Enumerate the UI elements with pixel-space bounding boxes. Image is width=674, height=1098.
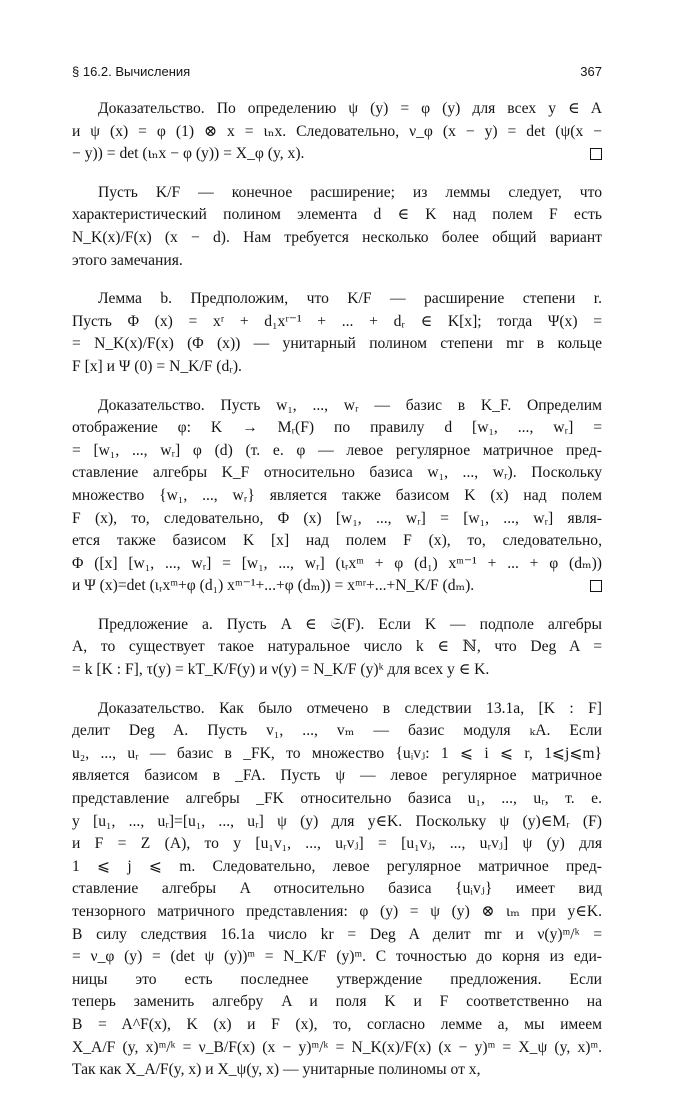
text-line: Доказательство. По определению ψ (y) = φ (y) для всех y ∈ A [98, 100, 602, 117]
text-line: ставление алгебры A относительно базиса {uᵢvⱼ} имеет вид [72, 880, 602, 898]
text-line: ставление алгебры K_F относительно базиса w₁, ..., wᵣ). Поскольку [72, 464, 602, 482]
qed-box-icon [590, 148, 602, 160]
text-line: характеристический полином элемента d ∈ K над полем F есть [72, 206, 602, 224]
text-line: теперь заменить алгебру A и поля K и F соответственно на [72, 993, 602, 1011]
text-line: Доказательство. Пусть w₁, ..., wᵣ — базис в K_F. Определим [98, 396, 602, 414]
text-line: Предложение a. Пусть A ∈ 𝔖(F). Если K — подполе алгебры [98, 615, 602, 633]
text-line: Пусть Φ (x) = xʳ + d₁xʳ⁻¹ + ... + dᵣ ∈ K[x]; тогда Ψ(x) = [72, 312, 602, 330]
paragraph [72, 395, 602, 598]
text-line: ницы это есть последнее утверждение предложения. Если [72, 970, 602, 988]
text-line: тензорного матричного представления: φ (y) = ψ (y) ⊗ ιₘ при y∈K. [72, 903, 602, 920]
paragraph [72, 288, 602, 378]
text-line: и F = Z (A), то y [u₁v₁, ..., uᵣvⱼ] = [u₁vⱼ, ..., uᵣvⱼ] ψ (y) для [72, 835, 602, 853]
text-line: F [x] и Ψ (0) = N_K/F (dᵣ). [72, 357, 242, 375]
qed-box-icon [590, 580, 602, 592]
section-title: § 16.2. Вычисления [72, 64, 191, 79]
text-line: Так как X_A/F(y, x) и X_ψ(y, x) — унитарные полиномы от x, [72, 1061, 481, 1079]
page-number: 367 [580, 64, 602, 79]
text-line: ется также базисом K [x] над полем F (x), то, следовательно, [72, 532, 602, 550]
text-line: делит Deg A. Пусть v₁, ..., vₘ — базис модуля ₖA. Если [72, 722, 602, 740]
text-line: y [u₁, ..., uᵣ]=[u₁, ..., uᵣ] ψ (y) для y∈K. Поскольку ψ (y)∈Mᵣ (F) [72, 812, 602, 830]
text-line: Доказательство. Как было отмечено в следствии 13.1a, [K : F] [98, 699, 602, 717]
text-line: − y)) = det (ιₙx − φ (y)) = X_φ (y, x). [72, 145, 305, 163]
text-line: представление алгебры _FK относительно базиса u₁, ..., uᵣ, т. е. [72, 790, 602, 808]
text-line: = k [K : F], τ(y) = kT_K/F(y) и ν(y) = N_K/F (y)ᵏ для всех y ∈ K. [72, 661, 490, 679]
text-line: u₂, ..., uᵣ — базис в _FK, то множество {uᵢvⱼ: 1 ⩽ i ⩽ r, 1⩽j⩽m} [72, 744, 602, 762]
text-line: = N_K(x)/F(x) (Φ (x)) — унитарный полином степени mr в кольце [72, 335, 602, 353]
text-line: B = A^F(x), K (x) и F (x), то, согласно лемме a, мы имеем [72, 1015, 602, 1033]
text-line: A, то существует такое натуральное число k ∈ ℕ, что Deg A = [72, 638, 602, 656]
text-line: В силу следствия 16.1a число kr = Deg A делит mr и ν(y)ᵐ/ᵏ = [72, 925, 602, 943]
paragraph [72, 182, 602, 272]
text-line: множество {w₁, ..., wᵣ} является также базисом K (x) над полем [72, 486, 602, 504]
text-line: и Ψ (x)=det (ιᵣxᵐ+φ (d₁) xᵐ⁻¹+...+φ (dₘ)) = xᵐʳ+...+N_K/F (dₘ). [72, 577, 475, 595]
text-line: = ν_φ (y) = (det ψ (y))ᵐ = N_K/F (y)ᵐ. С точностью до корня из еди- [72, 948, 602, 966]
page-body [72, 98, 602, 1098]
text-line: N_K(x)/F(x) (x − d). Нам требуется несколько более общий вариант [72, 228, 602, 246]
paragraph [72, 98, 602, 166]
text-line: Φ ([x] [w₁, ..., wᵣ] = [w₁, ..., wᵣ] (ιᵣxᵐ + φ (d₁) xᵐ⁻¹ + ... + φ (dₘ)) [72, 554, 602, 572]
text-line: = [w₁, ..., wᵣ] φ (d) (т. е. φ — левое регулярное матричное пред- [72, 441, 602, 459]
paragraph [72, 614, 602, 682]
text-line: Лемма b. Предположим, что K/F — расширение степени r. [98, 290, 602, 308]
text-line: отображение φ: K → Mᵣ(F) по правилу d [w₁, ..., wᵣ] = [72, 419, 602, 437]
text-line: и ψ (x) = φ (1) ⊗ x = ιₙx. Следовательно, ν_φ (x − y) = det (ψ(x − [72, 122, 602, 140]
text-line: Пусть K/F — конечное расширение; из леммы следует, что [98, 183, 602, 201]
text-line: 1 ⩽ j ⩽ m. Следовательно, левое регулярное матричное пред- [72, 857, 602, 875]
text-line: F (x), то, следовательно, Φ (x) [w₁, ..., wᵣ] = [w₁, ..., wᵣ] явля- [72, 509, 602, 527]
text-line: X_A/F (y, x)ᵐ/ᵏ = ν_B/F(x) (x − y)ᵐ/ᵏ = N_K(x)/F(x) (x − y)ᵐ = X_ψ (y, x)ᵐ. [72, 1038, 602, 1056]
paragraph [72, 698, 602, 1082]
text-line: является базисом в _FA. Пусть ψ — левое регулярное матричное [72, 767, 602, 785]
text-line: этого замечания. [72, 251, 183, 269]
